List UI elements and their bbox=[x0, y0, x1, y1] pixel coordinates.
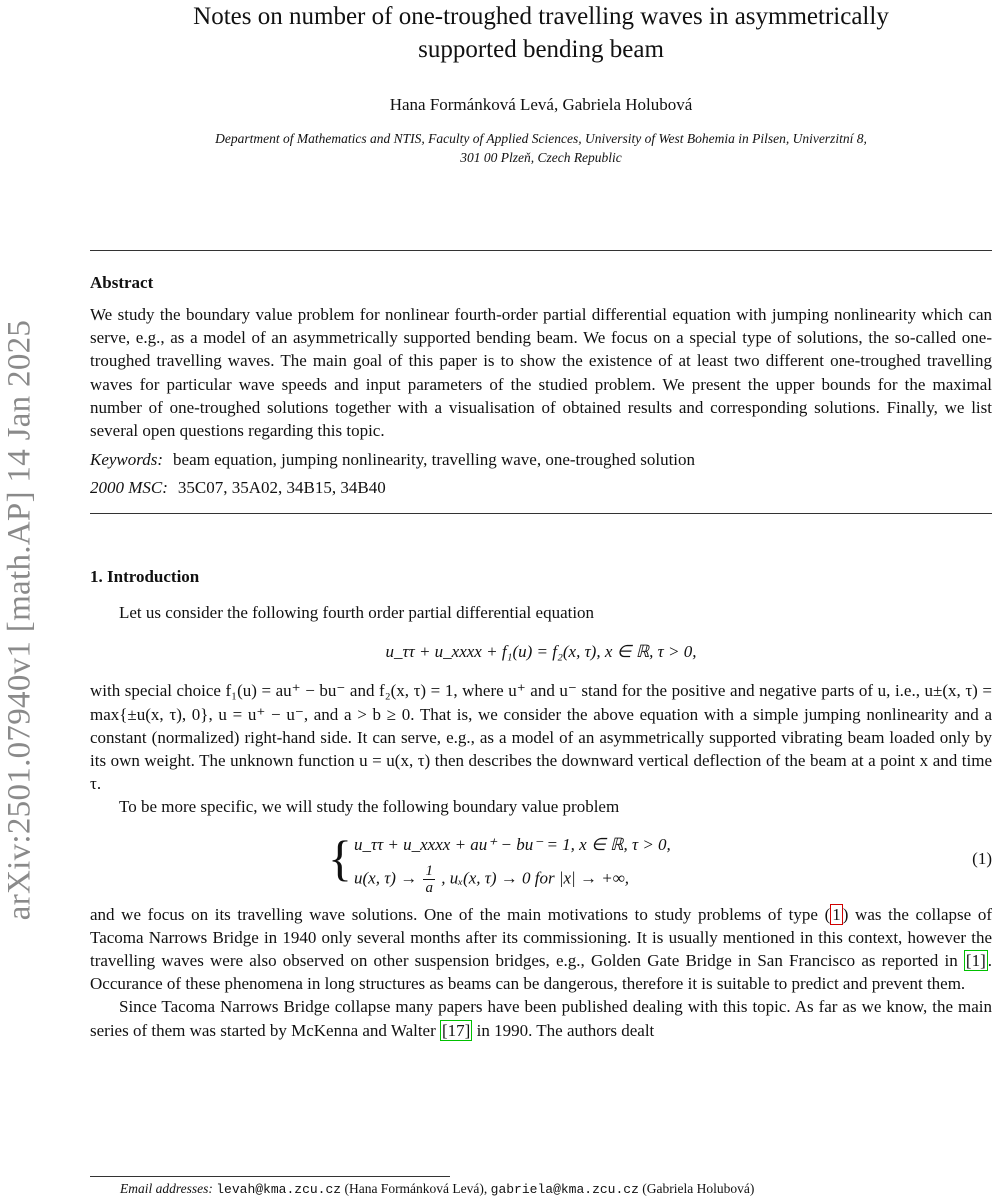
footnote-rule bbox=[90, 1176, 450, 1177]
email-owner-1: (Hana Formánková Levá), bbox=[344, 1181, 488, 1196]
introduction-heading: 1. Introduction bbox=[90, 567, 200, 587]
fraction-one-over-a bbox=[423, 863, 435, 896]
abstract-top-rule bbox=[90, 250, 992, 251]
equation-number: (1) bbox=[972, 848, 992, 868]
intro-p5-part-b: in 1990. The authors dealt bbox=[472, 1020, 655, 1040]
citation-link-1[interactable]: [1] bbox=[965, 951, 986, 971]
email-link-1[interactable]: levah@kma.zcu.cz bbox=[216, 1182, 342, 1197]
msc-line bbox=[90, 478, 992, 498]
system-line-2-suffix: , uₓ(x, τ) → 0 for |x| → +∞, bbox=[441, 868, 630, 888]
intro-p5-part-a: Since Tacoma Narrows Bridge collapse many papers have been published dealing with this topic. As far as we know, the main series of them was started by McKenna and Walter bbox=[90, 997, 992, 1040]
fraction-denominator: a bbox=[425, 879, 433, 896]
intro-p4-part-c: . Occurance of these phenomena in long structures as beams can be dangerous, therefore it is suitable to predict and prevent them. bbox=[90, 951, 992, 994]
intro-paragraph-5 bbox=[90, 995, 992, 1041]
system-line-2-prefix: u(x, τ) → bbox=[354, 868, 418, 888]
title-line-1: Notes on number of one-troughed travelling waves in asymmetrically bbox=[193, 3, 889, 30]
email-owner-2: (Gabriela Holubová) bbox=[642, 1181, 755, 1196]
keywords-label: Keywords: bbox=[90, 450, 164, 470]
affiliation-line-1: Department of Mathematics and NTIS, Faculty of Applied Sciences, University of West Bohemia in Pilsen, Univerzitní 8, bbox=[215, 131, 867, 146]
intro-paragraph-1: Let us consider the following fourth order partial differential equation bbox=[119, 603, 595, 623]
boundary-value-system bbox=[90, 829, 992, 896]
paper-page bbox=[90, 0, 992, 1042]
title-line-2: supported bending beam bbox=[418, 36, 664, 63]
citation-link-17[interactable]: [17] bbox=[442, 1020, 471, 1040]
abstract-heading: Abstract bbox=[90, 273, 154, 292]
paper-title bbox=[90, 0, 992, 66]
arxiv-stamp bbox=[0, 0, 40, 1000]
fraction-numerator: 1 bbox=[425, 862, 433, 879]
keywords-line bbox=[90, 450, 992, 470]
footnote-label: Email addresses: bbox=[120, 1181, 213, 1196]
keywords-value: beam equation, jumping nonlinearity, travelling wave, one-troughed solution bbox=[173, 450, 696, 470]
intro-p4-part-b: ) was the collapse of Tacoma Narrows Bridge in 1940 only several months after its commissioning. It is usually mentioned in this context, however the travelling waves were also observed on other suspension bridges, e.g., Golden Gate Bridge in San Francisco as reported in bbox=[90, 904, 992, 971]
intro-p4-part-a: and we focus on its travelling wave solutions. One of the main motivations to study problems of type ( bbox=[90, 904, 831, 924]
system-equation-line-1: u_ττ + u_xxxx + au⁺ − bu⁻ = 1, x ∈ ℝ, τ > 0, bbox=[354, 834, 671, 854]
abstract-bottom-rule bbox=[90, 513, 992, 514]
intro-paragraph-3: To be more specific, we will study the following boundary value problem bbox=[119, 797, 620, 817]
affiliation bbox=[90, 129, 992, 167]
equation-reference-link[interactable]: 1 bbox=[832, 904, 841, 924]
left-brace: { bbox=[328, 829, 352, 886]
intro-paragraph-4 bbox=[90, 903, 992, 996]
msc-value: 35C07, 35A02, 34B15, 34B40 bbox=[177, 478, 386, 498]
msc-label: 2000 MSC: bbox=[90, 478, 168, 498]
abstract-body: We study the boundary value problem for nonlinear fourth-order partial differential equation with jumping nonlinearity which can serve, e.g., as a model of an asymmetrically supported bending beam. We focus on a special type of solutions, the so-called one-troughed travelling waves. The main goal of this paper is to show the existence of at least two different one-troughed travelling waves for particular wave speeds and input parameters of the studied problem. We present the upper bounds for the maximal number of one-troughed solutions together with a visualisation of obtained results and corresponding solutions. Finally, we list several open questions regarding this topic. bbox=[90, 305, 992, 441]
main-equation: u_ττ + u_xxxx + f₁(u) = f₂(x, τ), x ∈ ℝ, τ > 0, bbox=[385, 642, 697, 662]
footnote-emails bbox=[120, 1181, 754, 1197]
affiliation-line-2: 301 00 Plzeň, Czech Republic bbox=[460, 150, 622, 165]
author-list: Hana Formánková Levá, Gabriela Holubová bbox=[389, 95, 693, 114]
email-link-2[interactable]: gabriela@kma.zcu.cz bbox=[490, 1182, 639, 1197]
intro-paragraph-2: with special choice f₁(u) = au⁺ − bu⁻ and f₂(x, τ) = 1, where u⁺ and u⁻ stand for the positive and negative parts of u, i.e., u±(x, τ) = max{±u(x, τ), 0}, u = u⁺ − u⁻, and a > b ≥ 0. That is, we consider the above equation with a simple jumping nonlinearity and a constant (normalized) right-hand side. It can serve, e.g., as a model of an asymmetrically supported vibrating beam loaded only by its own weight. The unknown function u = u(x, τ) then describes the downward vertical deflection of the beam at a point x and time τ. bbox=[90, 681, 992, 794]
system-equation-line-2 bbox=[354, 863, 629, 896]
arxiv-identifier: arXiv:2501.07940v1 [math.AP] 14 Jan 2025 bbox=[1, 319, 38, 921]
